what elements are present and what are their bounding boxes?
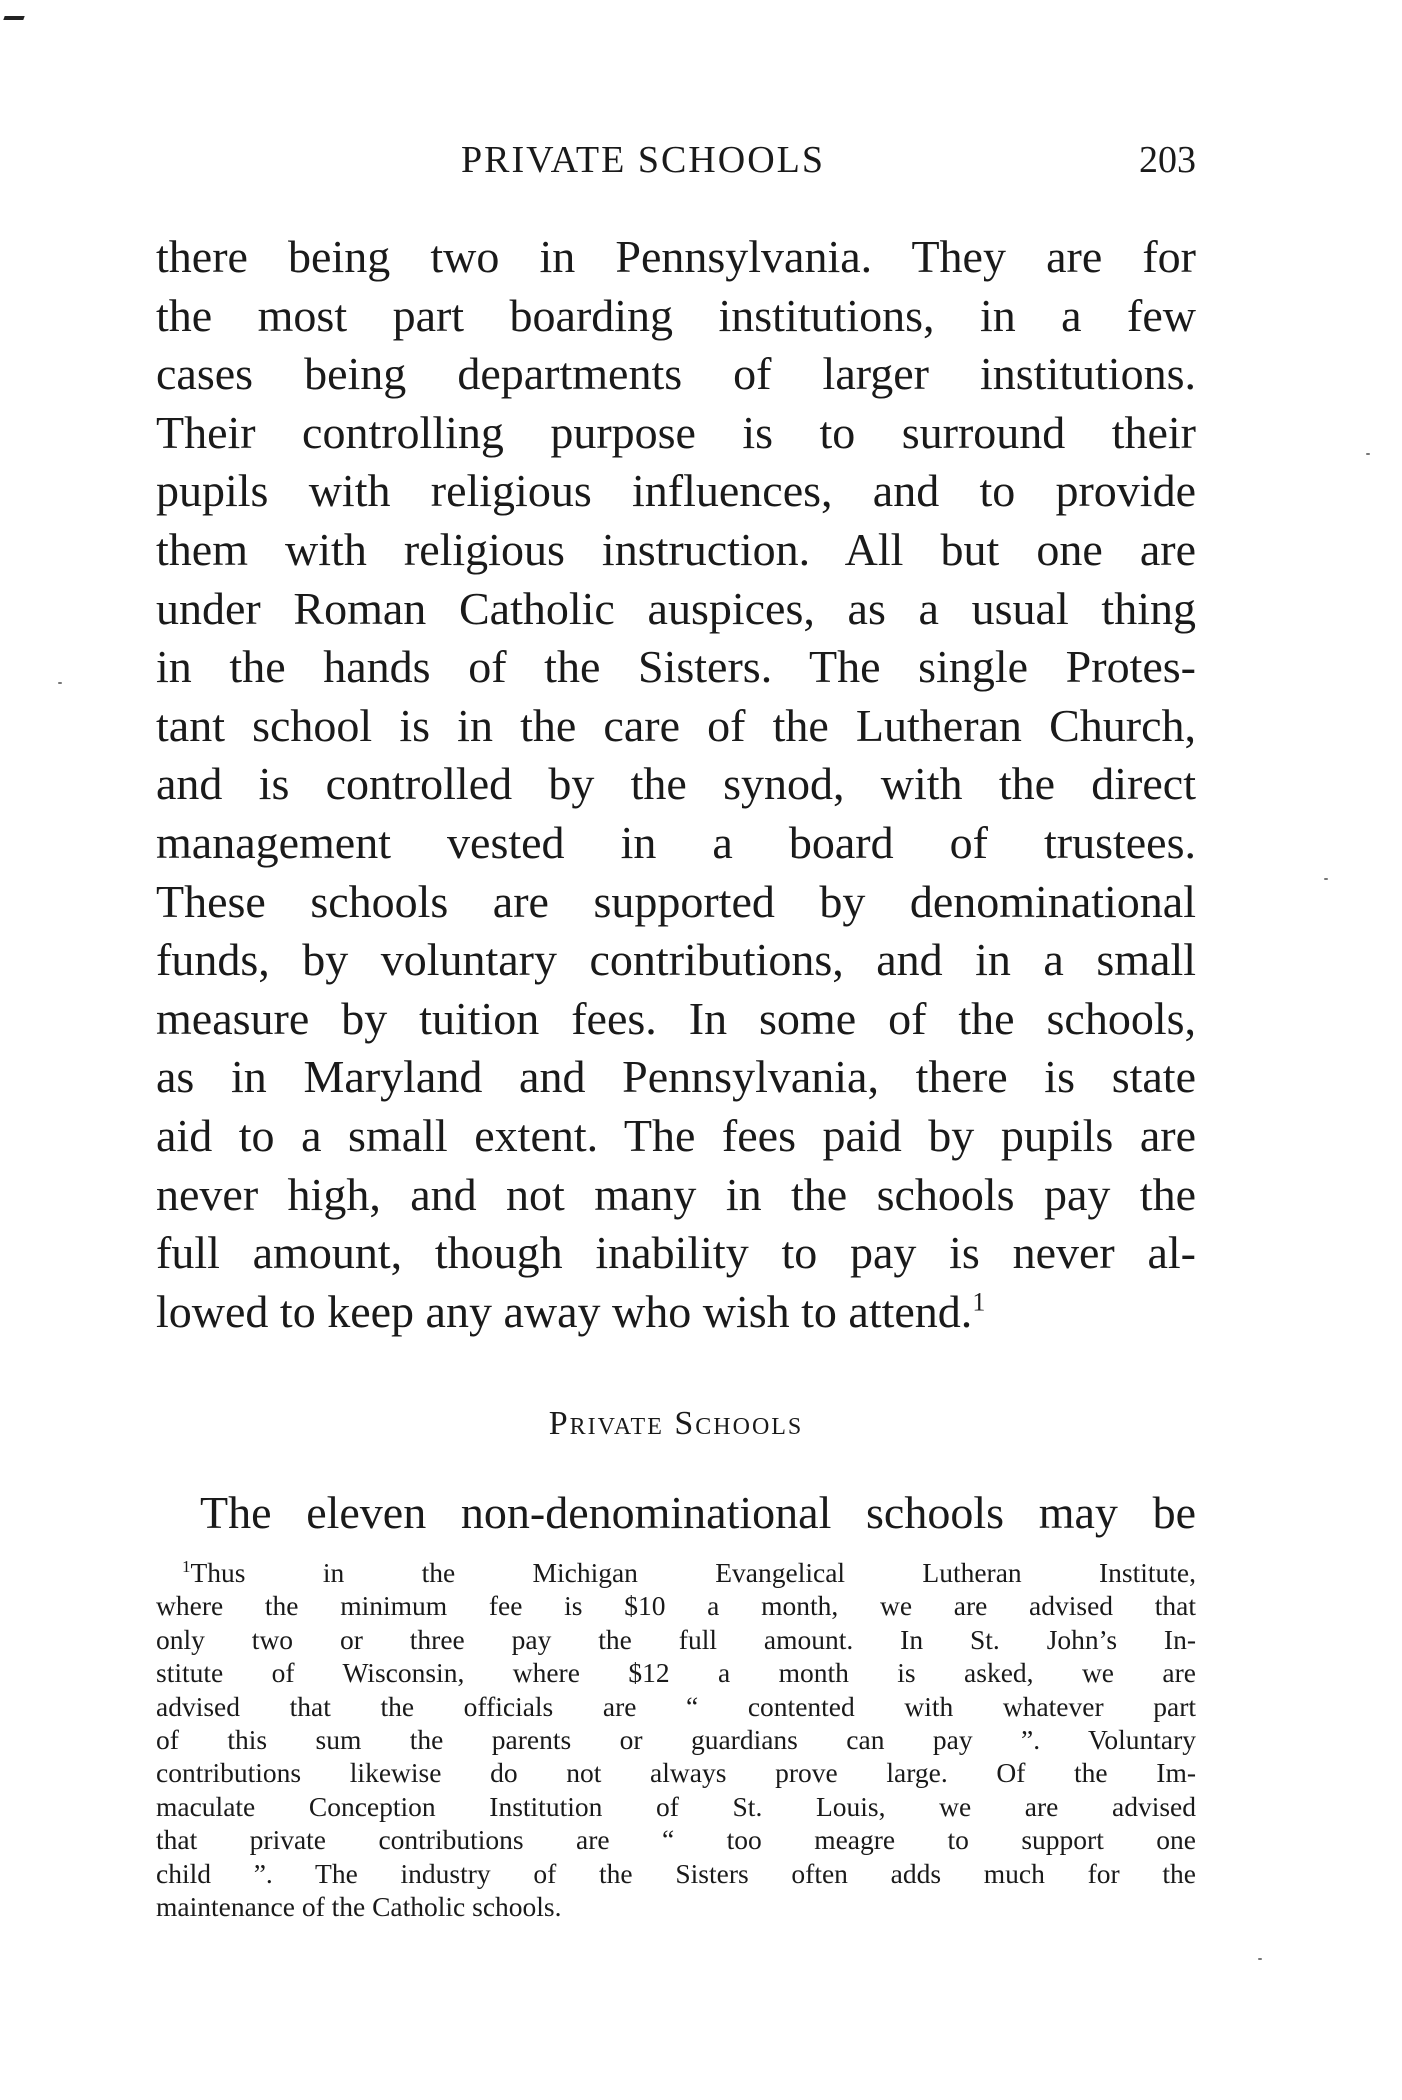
body-line: full amount, though inability to pay is never al- [156, 1227, 1196, 1279]
scan-speck [1258, 1958, 1262, 1960]
footnote-marker: 1 [182, 1556, 191, 1576]
running-head: PRIVATE SCHOOLS [461, 139, 825, 181]
body-line: the most part boarding institutions, in a few [156, 289, 1196, 341]
page-number: 203 [1139, 139, 1196, 181]
body-line: management vested in a board of trustees. [156, 816, 1196, 868]
body-line: there being two in Pennsylvania. They are for [156, 231, 1196, 282]
footnote-line: contributions likewise do not always prove large. Of the Im- [156, 1757, 1196, 1789]
body-paragraph [156, 228, 1196, 1341]
body-line-last [156, 1283, 1196, 1342]
body-line: under Roman Catholic auspices, as a usual thing [156, 582, 1196, 634]
body-line: funds, by voluntary contributions, and in a small [156, 934, 1196, 986]
body-line: Their controlling purpose is to surround their [156, 406, 1196, 458]
footnote-line-text: Thus in the Michigan Evangelical Lutheran Institute, [190, 1557, 1196, 1588]
body-line: aid to a small extent. The fees paid by pupils are [156, 1109, 1196, 1161]
footnote-line: of this sum the parents or guardians can pay ”. Voluntary [156, 1724, 1196, 1756]
footnote-line: maintenance of the Catholic schools. [156, 1891, 562, 1923]
section-heading: Private Schools [548, 1405, 804, 1442]
footnote-line: that private contributions are “ too meagre to support one [156, 1824, 1196, 1856]
scan-speck [1366, 453, 1370, 455]
footnote-line: advised that the officials are “ contented with whatever part [156, 1690, 1196, 1722]
page-header [156, 136, 1196, 184]
body-line: These schools are supported by denominational [156, 875, 1196, 927]
scan-speck [58, 682, 62, 684]
body-line: and is controlled by the synod, with the direct [156, 758, 1196, 810]
body-line: as in Maryland and Pennsylvania, there is state [156, 1051, 1196, 1103]
footnote-line: only two or three pay the full amount. In St. John’s In- [156, 1623, 1196, 1655]
body-line: cases being departments of larger institutions. [156, 348, 1196, 400]
body-line: them with religious instruction. All but one are [156, 523, 1196, 575]
footnote-line-first [156, 1556, 1196, 1589]
body-line: The eleven non-denominational schools may be [200, 1487, 1196, 1538]
footnote-line: child ”. The industry of the Sisters often adds much for the [156, 1857, 1196, 1889]
next-paragraph [156, 1484, 1196, 1542]
footnote-reference: 1 [972, 1287, 986, 1317]
body-line: pupils with religious influences, and to provide [156, 465, 1196, 517]
footnote-line: maculate Conception Institution of St. Louis, we are advised [156, 1790, 1196, 1822]
body-line: tant school is in the care of the Lutheran Church, [156, 699, 1196, 751]
scan-speck [1324, 878, 1328, 880]
scan-corner-mark [3, 16, 24, 20]
body-line: never high, and not many in the schools pay the [156, 1168, 1196, 1220]
body-line-text: lowed to keep any away who wish to attend. [156, 1285, 973, 1337]
body-line: measure by tuition fees. In some of the schools, [156, 992, 1196, 1044]
footnote [156, 1556, 1196, 1923]
footnote-line: where the minimum fee is $10 a month, we are advised that [156, 1590, 1196, 1622]
body-line: in the hands of the Sisters. The single Protes- [156, 641, 1196, 693]
footnote-line: stitute of Wisconsin, where $12 a month is asked, we are [156, 1657, 1196, 1689]
